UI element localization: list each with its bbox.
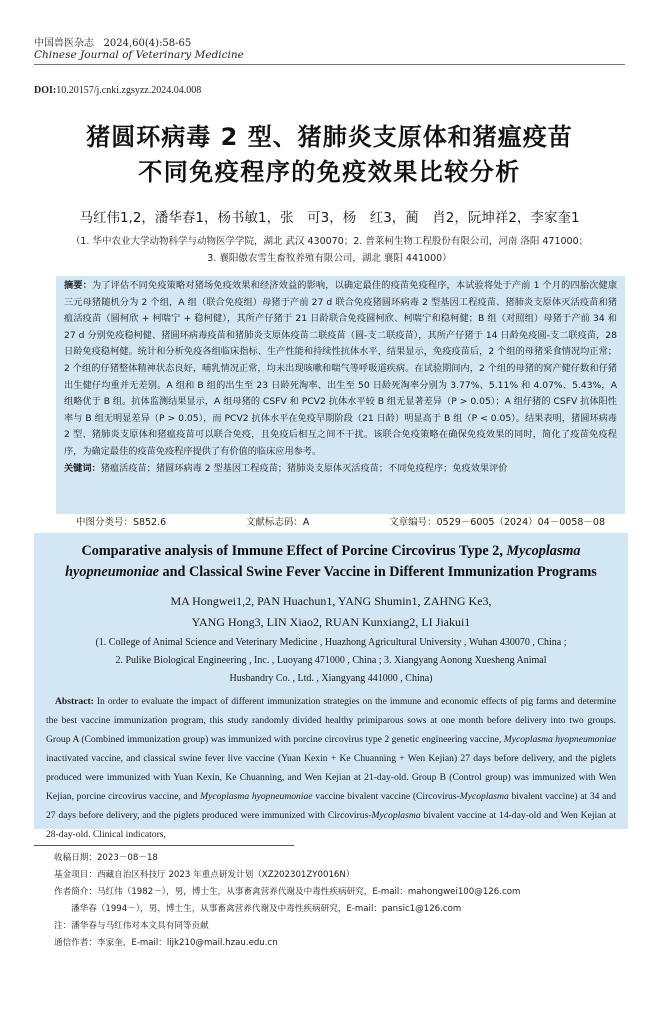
title-en — [46, 541, 616, 583]
title-cn-line1: 猪圆环病毒 2 型、猪肺炎支原体和猪瘟疫苗 — [86, 123, 573, 151]
doi-label: DOI: — [34, 85, 57, 96]
doi-line — [34, 85, 201, 96]
abstract-cn-label: 摘要： — [64, 280, 92, 291]
abstract-en-italic1: Mycoplasma hyopneumoniae — [503, 734, 616, 745]
abstract-en-part2: inactivated vaccine, and classical swine fever live vaccine (Yuan Kexin + Ke Chuanning + Wen Kejian) 27 days before delivery, and the piglets produced were immunized with Yuan Kexin, Ke Chuanning, and Wen Kejian at 21-day-old. Group B (Control group) was immunized with Wen Kejian, porcine circovirus vaccine, and — [46, 753, 616, 802]
abstract-cn — [64, 278, 617, 461]
journal-header — [34, 34, 191, 49]
footnote-corresponding: 通信作者：李家奎，E-mail：lijk210@mail.hzau.edu.cn — [54, 938, 278, 948]
title-en-part1: Comparative analysis of Immune Effect of Porcine Circovirus Type 2, — [81, 543, 507, 559]
keywords-cn — [64, 461, 617, 478]
authors-cn: 马红伟1,2，潘华春1，杨书敏1，张 可3，杨 红3，蔺 肖2，阮坤祥2，李家奎1 — [79, 210, 580, 226]
authors-en-line2: YANG Hong3, LIN Xiao2, RUAN Kunxiang2, LI Jiakui1 — [191, 615, 471, 629]
affiliations-en — [46, 634, 616, 688]
affiliation-cn-line2: 3. 襄阳傲农雪生畜牧养殖有限公司，湖北 襄阳 441000） — [207, 253, 452, 264]
journal-name-en: Chinese Journal of Veterinary Medicine — [34, 49, 244, 61]
affiliation-en-line3: Husbandry Co. , Ltd. , Xiangyang 441000 , China) — [229, 673, 433, 684]
title-en-italic1: Mycoplasma — [506, 543, 581, 559]
journal-name-cn: 中国兽医杂志 — [34, 38, 94, 49]
footnote-equal-contribution: 注：潘华春与马红伟对本文具有同等贡献 — [54, 921, 209, 931]
title-cn-line2: 不同免疫程序的免疫效果比较分析 — [138, 158, 521, 186]
title-en-italic2: hyopneumoniae — [65, 564, 159, 580]
title-en-part2: and Classical Swine Fever Vaccine in Different Immunization Programs — [158, 564, 597, 580]
abstract-en-part4: bivalent vaccine) at 34 and 27 days before delivery, and the piglets produced were immunized with Circovirus- — [46, 791, 616, 821]
keywords-cn-text: 猪瘟活疫苗；猪圆环病毒 2 型基因工程疫苗；猪肺炎支原体灭活疫苗；不同免疫程序；免疫效果评价 — [100, 462, 508, 474]
keywords-cn-label: 关键词： — [64, 462, 101, 474]
authors-en-line1: MA Hongwei1,2, PAN Huachun1, YANG Shumin1, ZAHNG Ke3, — [170, 594, 492, 608]
header-divider — [34, 64, 625, 65]
classification-line — [56, 514, 625, 528]
abstract-en — [46, 692, 616, 844]
english-abstract-box — [34, 533, 628, 840]
abstract-en-part5: bivalent vaccine at 14-day-old and Wen Kejian at 28-day-old. Clinical indicators, — [46, 810, 616, 840]
abstract-en-part3: vaccine bivalent vaccine (Circovirus- — [312, 791, 460, 802]
footnote-fund: 基金项目：西藏自治区科技厅 2023 年重点研发计划（XZ202301ZY0016N） — [54, 870, 355, 880]
authors-en — [46, 591, 616, 633]
affiliation-cn-line1: （1. 华中农业大学动物科学与动物医学学院，湖北 武汉 430070；2. 普莱柯生物工程股份有限公司，河南 洛阳 471000； — [70, 236, 589, 247]
volume-info: 2024,60(4):58-65 — [103, 38, 192, 49]
abstract-cn-box — [56, 276, 625, 514]
footnote-author1: 作者简介：马红伟（1982－），男，博士生，从事畜禽营养代谢及中毒性疾病研究，E-mail：mahongwei100@126.com — [54, 887, 521, 897]
doi-value[interactable]: 10.20157/j.cnki.zgsyzz.2024.04.008 — [56, 85, 202, 96]
abstract-en-italic4: Mycoplasma — [371, 810, 421, 821]
clc-number: 中图分类号：S852.6 — [76, 517, 167, 528]
abstract-en-label: Abstract: — [54, 696, 94, 707]
abstract-en-part1: In order to evaluate the impact of different immunization strategies on the immune and economic effects of pig farms and determine the best vaccine immunization program, this study randomly divided healthy primiparous sows at one month before delivery into two groups. Group A (Combined immunization group) was immunized with porcine circovirus type 2 genetic engineering vaccine, — [46, 696, 616, 745]
abstract-en-italic2: Mycoplasma hyopneumoniae — [200, 791, 313, 802]
footnote-received: 收稿日期：2023－08－18 — [54, 853, 158, 863]
footnote-author2: 潘华春（1994－），男，博士生，从事畜禽营养代谢及中毒性疾病研究，E-mail：pansic1@126.com — [71, 904, 462, 914]
affiliation-en-line1: (1. College of Animal Science and Veterinary Medicine , Huazhong Agricultural University , Wuhan 430070 , China ; — [95, 637, 567, 648]
footnote-divider — [34, 845, 294, 846]
abstract-en-italic3: Mycoplasma — [459, 791, 509, 802]
article-number: 文章编号：0529－6005（2024）04－0058－08 — [389, 517, 605, 528]
affiliation-en-line2: 2. Pulike Biological Engineering , Inc. , Luoyang 471000 , China ; 3. Xiangyang Aonong Xuesheng Animal — [115, 655, 547, 666]
abstract-cn-text: 为了评估不同免疫策略对猪场免疫效果和经济效益的影响，以确定最佳的疫苗免疫程序，本试验将处于产前 1 个月的四胎次健康三元母猪随机分为 2 个组，A 组（联合免疫组）母猪于产前 27 d 联合免疫猪圆环病毒 2 型基因工程疫苗、猪肺炎支原体灭活疫苗和猪瘟活疫苗（圆柯欣 + 柯喘宁 + 稳柯健），其所产仔猪于 21 日龄联合免疫圆柯欣、柯喘宁和稳柯健；B 组（对照组）母猪于产前 34 和 27 d 分别免疫稳柯健、猪圆环病毒疫苗和猪肺炎支原体疫苗二联疫苗（圆-支二联疫苗），其所产仔猪于 14 日龄免疫圆-支二联疫苗，28 日龄免疫稳柯健。统计和分析免疫各组临床指标、生产性能和持续性抗体水平，结果显示，免疫疫苗后，2 个组的母猪采食情况均正常；2 个组的仔猪整体精神状态良好，哺乳情况正常，均未出现咳嗽和喘气等呼吸道疾病。在试验期间内，2 个组的母猪的窝产健仔数和仔猪出生健仔均重并无差别。A 组和 B 组的出生至 23 日龄死淘率、出生至 50 日龄死淘率分别为 3.77%、5.11% 和 4.07%、5.43%，A 组略优于 B 组。抗体监测结果显示，A 组母猪的 CSFV 和 PCV2 抗体水平较 B 组无显著差异（P > 0.05）；A 组仔猪的 CSFV 抗体阳性率与 B 组无明显差异（P > 0.05），而 PCV2 抗体水平在免疫早期阶段（21 日龄）明显高于 B 组（P < 0.05）。结果表明，猪圆环病毒 2 型、猪肺炎支原体和猪瘟疫苗可以联合免疫，且免疫后相互之间不干扰。该联合免疫策略在确保免疫效果的同时，简化了疫苗免疫程序，为确定最佳的疫苗免疫程序提供了有价值的临床应用参考。 — [64, 280, 618, 457]
document-code: 文献标志码：A — [245, 517, 310, 528]
